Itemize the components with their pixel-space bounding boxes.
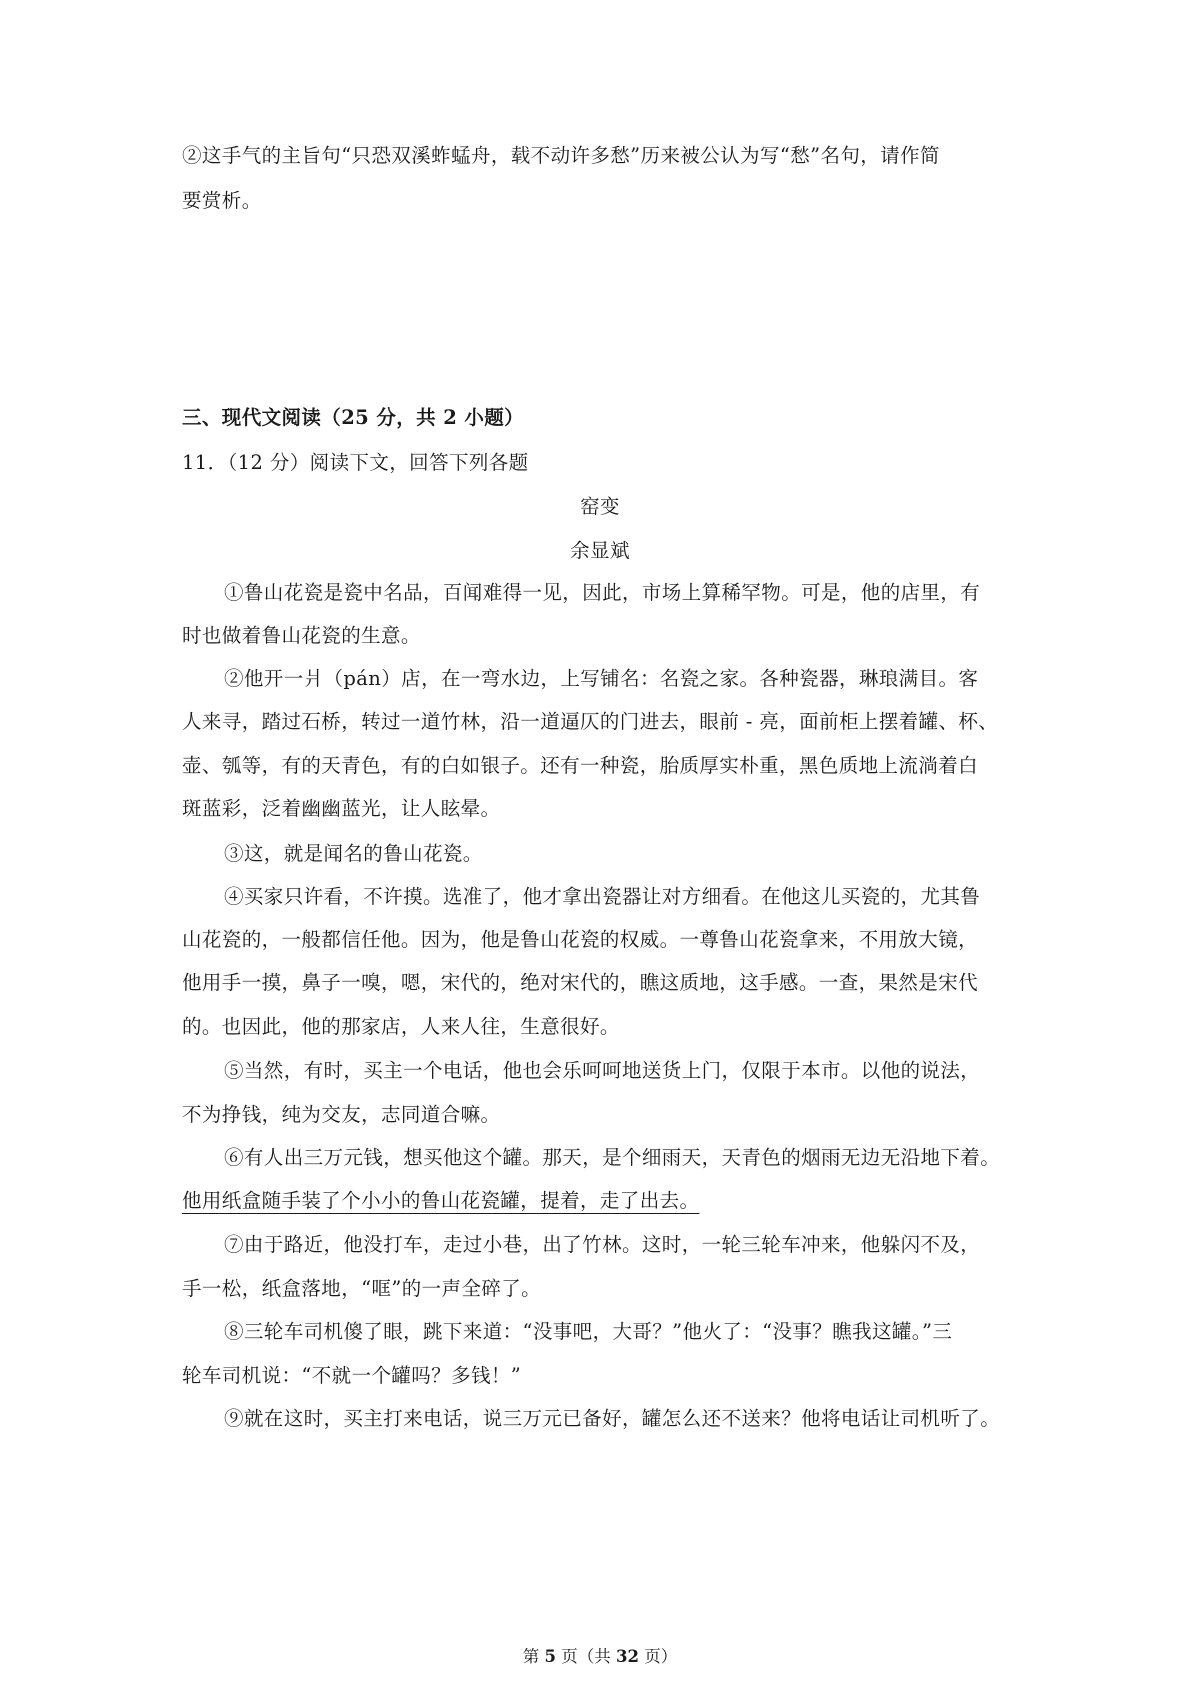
- article-line: 轮车司机说：“不就一个罐吗？多钱！”: [182, 1364, 522, 1387]
- article-line: 的。也因此，他的那家店，人来人往，生意很好。: [182, 1015, 620, 1038]
- article-line: ④买家只许看，不许摸。选准了，他才拿出瓷器让对方细看。在他这儿买瓷的，尤其鲁: [224, 885, 981, 908]
- article-line: ⑥有人出三万元钱，想买他这个罐。那天，是个细雨天，天青色的烟雨无边无沿地下着。: [224, 1146, 1001, 1169]
- article-line: 不为挣钱，纯为交友，志同道合嘛。: [182, 1103, 501, 1126]
- footer-suffix: 页）: [638, 1647, 678, 1666]
- question-line-1: ②这手气的主旨句“只恐双溪蚱蜢舟，载不动许多愁”历来被公认为写“愁”名句，请作简: [182, 144, 940, 167]
- article-line: 斑蓝彩，泛着幽幽蓝光，让人眩晕。: [182, 797, 501, 820]
- article-line: ③这，就是闻名的鲁山花瓷。: [224, 842, 483, 865]
- article-line: 时也做着鲁山花瓷的生意。: [182, 624, 421, 647]
- page-footer: [0, 1646, 1200, 1668]
- article-line: ⑤当然，有时，买主一个电话，他也会乐呵呵地送货上门，仅限于本市。以他的说法，: [224, 1059, 981, 1082]
- article-author: 余显斌: [570, 539, 630, 562]
- section-heading: 三、现代文阅读（25 分，共 2 小题）: [182, 406, 525, 429]
- question-line-2: 要赏析。: [182, 189, 262, 212]
- footer-middle: 页（共: [556, 1647, 616, 1666]
- footer-total-pages: 32: [616, 1647, 639, 1666]
- article-line: 人来寻，踏过石桥，转过一道竹林，沿一道逼仄的门进去，眼前 - 亮，面前柜上摆着罐、杯、: [182, 710, 999, 733]
- article-line: ②他开一爿（pán）店，在一弯水边，上写铺名：名瓷之家。各种瓷器，琳琅满目。客: [224, 667, 979, 690]
- article-line-underlined: 他用纸盒随手装了个小小的鲁山花瓷罐，提着，走了出去。: [182, 1189, 700, 1212]
- article-title: 窑变: [580, 495, 620, 518]
- footer-page-number: 5: [544, 1647, 556, 1666]
- article-line: 壶、瓠等，有的天青色，有的白如银子。还有一种瓷，胎质厚实朴重，黑色质地上流淌着白: [182, 754, 979, 777]
- article-line: ⑨就在这时，买主打来电话，说三万元已备好，罐怎么还不送来？他将电话让司机听了。: [224, 1407, 1001, 1430]
- article-line: 手一松，纸盒落地，“哐”的一声全碎了。: [182, 1277, 542, 1300]
- article-line: ⑧三轮车司机傻了眼，跳下来道：“没事吧，大哥？”他火了：“没事？瞧我这罐。”三: [224, 1320, 953, 1343]
- article-line: 山花瓷的，一般都信任他。因为，他是鲁山花瓷的权威。一尊鲁山花瓷拿来，不用放大镜，: [182, 928, 979, 951]
- footer-prefix: 第: [522, 1647, 545, 1666]
- article-line: 他用手一摸，鼻子一嗅，嗯，宋代的，绝对宋代的，瞧这质地，这手感。一查，果然是宋代: [182, 971, 979, 994]
- article-line: ①鲁山花瓷是瓷中名品，百闻难得一见，因此，市场上算稀罕物。可是，他的店里，有: [224, 581, 981, 604]
- question-prompt: 11．（12 分）阅读下文，回答下列各题: [182, 451, 529, 474]
- article-line: ⑦由于路近，他没打车，走过小巷，出了竹林。这时，一轮三轮车冲来，他躲闪不及，: [224, 1233, 981, 1256]
